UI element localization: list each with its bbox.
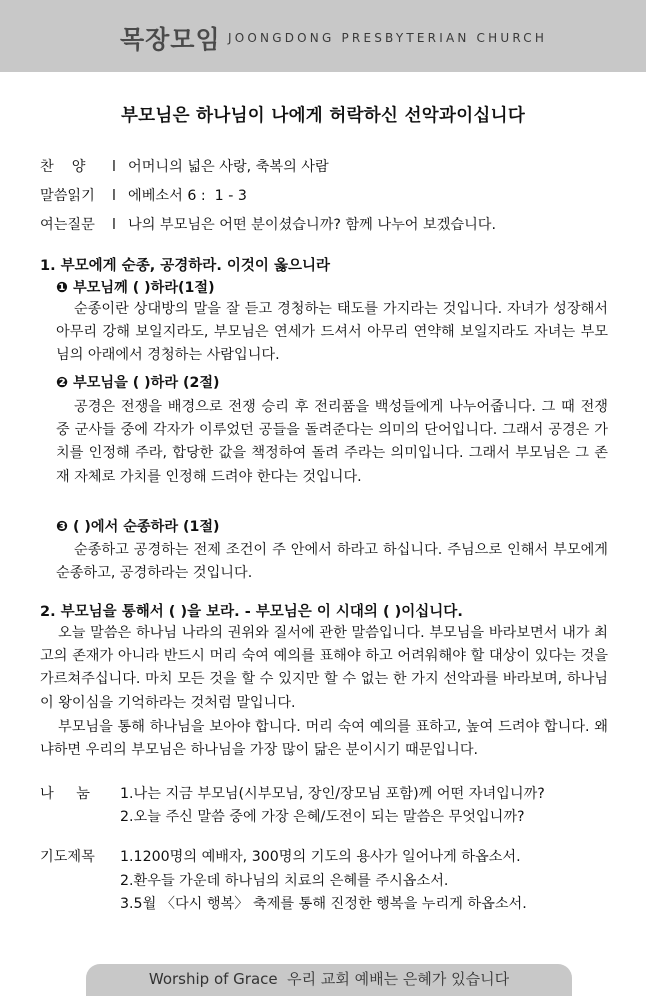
sharing-label: 나 눔 (40, 786, 90, 802)
question-row (40, 214, 496, 234)
section1-sub3: ❸ ( )에서 순종하라 (1절) (56, 519, 220, 535)
prayer-item-1: 1.1200명의 예배자, 300명의 기도의 용사가 일어나게 하옵소서. (120, 849, 521, 865)
question-label: 여는질문 (40, 217, 95, 233)
sharing-item-1: 1.나는 지금 부모님(시부모님, 장인/장모님 포함)께 어떤 자녀입니까? (120, 786, 545, 802)
hymn-value: 어머니의 넓은 사랑, 축복의 사람 (128, 159, 329, 175)
sharing-item-2: 2.오늘 주신 말씀 중에 가장 은혜/도전이 되는 말씀은 무엇입니까? (120, 809, 525, 825)
section1-sub1: ❶ 부모님께 ( )하라(1절) (56, 280, 215, 296)
footer-text: Worship of Grace 우리 교회 예배는 은혜가 있습니다 (148, 970, 510, 988)
header-title-ko: 목장모임 (120, 25, 221, 54)
sermon-title: 부모님은 하나님이 나에게 허락하신 선악과이십니다 (120, 106, 526, 126)
section1-heading: 1. 부모에게 순종, 공경하라. 이것이 옳으니라 (40, 258, 330, 274)
section1-para3: 순종하고 공경하는 전제 조건이 주 안에서 하라고 하십니다. 주님으로 인해서 부모에게 순종하고, 공경하라는 것입니다. (56, 542, 608, 582)
section2-para1: 오늘 말씀은 하나님 나라의 권위와 질서에 관한 말씀입니다. 부모님을 바라보면서 내가 최고의 존재가 아니라 반드시 머리 숙여 예의를 표해야 하고 어려워해야 할 대상이 있다는 것을 가르쳐주십니다. 마치 모든 것을 할 수 있지만 할 수 없는 한 가지 선악과를 바라보며, 하나님이 왕이심을 기억하라는 것처럼 말입니다. (40, 625, 608, 711)
section1-para1: 순종이란 상대방의 말을 잘 듣고 경청하는 태도를 가지라는 것입니다. 자녀가 성장해서 아무리 강해 보일지라도, 부모님은 연세가 드셔서 아무리 연약해 보일지라도 자녀는 부모님의 아래에서 경청하는 사람입니다. (56, 301, 608, 364)
section1-para2: 공경은 전쟁을 배경으로 전쟁 승리 후 전리품을 백성들에게 나누어줍니다. 그 때 전쟁 중 군사들 중에 각자가 이루었던 공들을 돌려준다는 의미의 단어입니다. 그래서 공경은 가치를 인정해 주라, 합당한 값을 책정하여 돌려 주라는 의미입니다. 그래서 부모님은 그 존재 자체로 가치를 인정해 드려야 한다는 것입니다. (56, 399, 608, 485)
reading-separator: l (112, 188, 116, 204)
hymn-row (40, 156, 329, 176)
hymn-label: 찬 양 (40, 159, 86, 175)
prayer-label: 기도제목 (40, 849, 95, 865)
header-title-en: JOONGDONG PRESBYTERIAN CHURCH (228, 31, 548, 45)
page-header (0, 0, 646, 72)
reading-value: 에베소서 6 : 1 - 3 (128, 188, 247, 204)
prayer-item-2: 2.환우들 가운데 하나님의 치료의 은혜를 주시옵소서. (120, 873, 449, 889)
page-footer (86, 964, 572, 996)
hymn-separator: l (112, 159, 116, 175)
reading-label: 말씀읽기 (40, 188, 95, 204)
prayer-item-3: 3.5월 〈다시 행복〉 축제를 통해 진정한 행복을 누리게 하옵소서. (120, 896, 527, 912)
section1-sub2: ❷ 부모님을 ( )하라 (2절) (56, 375, 220, 391)
section2-heading: 2. 부모님을 통해서 ( )을 보라. - 부모님은 이 시대의 ( )이십니다. (40, 604, 463, 620)
reading-row (40, 185, 247, 205)
section2-para2: 부모님을 통해 하나님을 보아야 합니다. 머리 숙여 예의를 표하고, 높여 드려야 합니다. 왜냐하면 우리의 부모님은 하나님을 가장 많이 닮은 분이시기 때문입니다. (40, 719, 608, 759)
question-value: 나의 부모님은 어떤 분이셨습니까? 함께 나누어 보겠습니다. (128, 217, 497, 233)
question-separator: l (112, 217, 116, 233)
